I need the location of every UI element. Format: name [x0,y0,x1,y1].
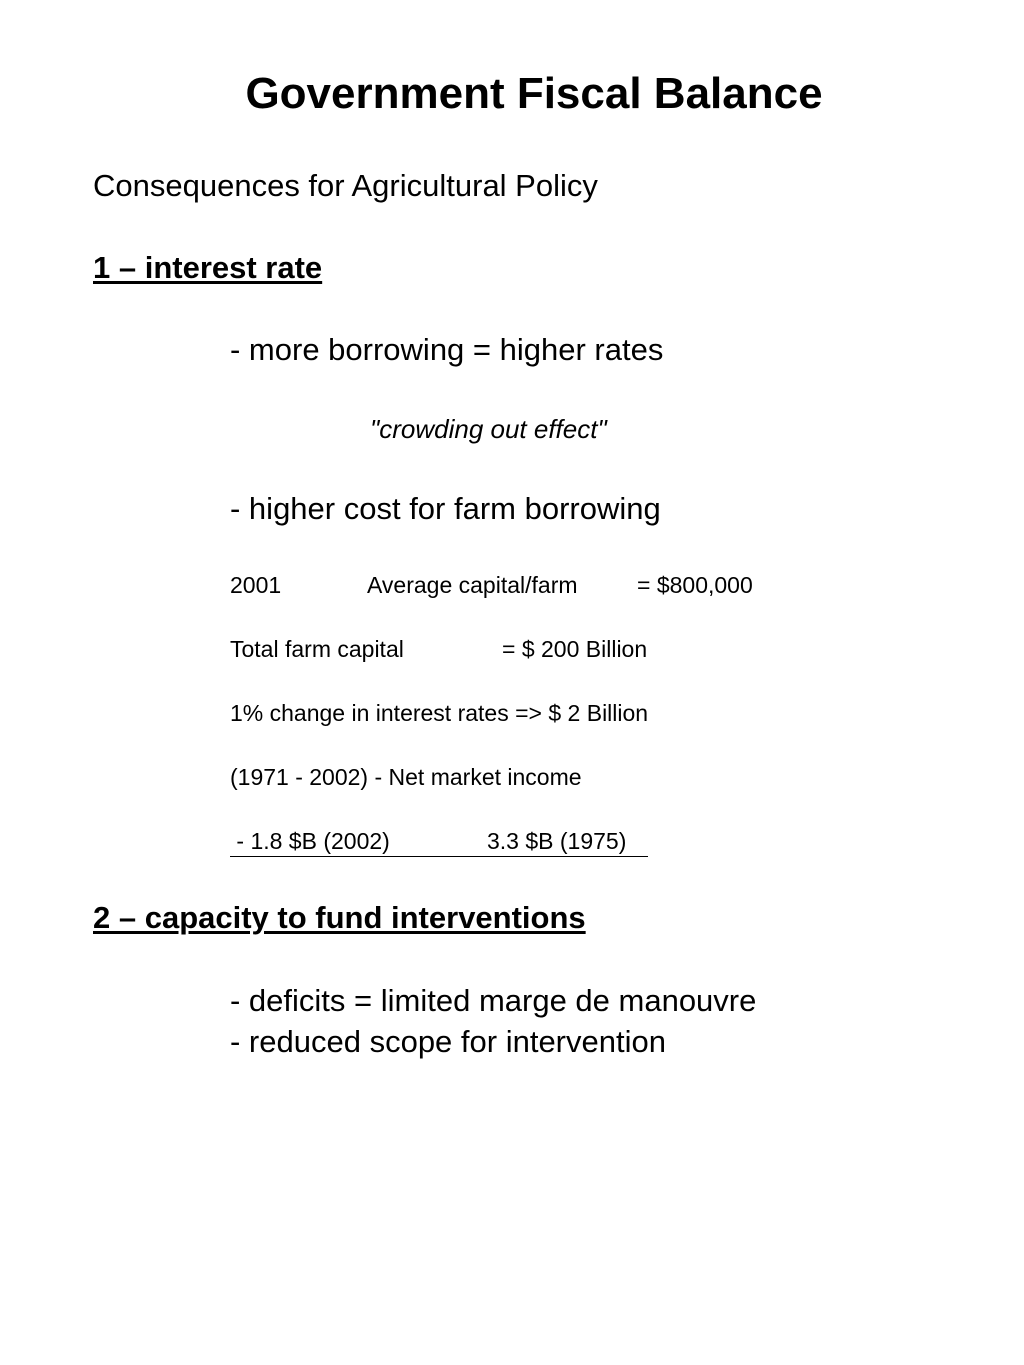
section-heading-fund-interventions: 2 – capacity to fund interventions [93,900,586,935]
row-value: = $800,000 [637,572,753,598]
row-label: Average capital/farm [367,572,578,598]
bullet-farm-borrowing-cost: - higher cost for farm borrowing [230,491,661,526]
row-value: = $ 200 Billion [502,636,648,662]
net-income-values-row [230,830,648,857]
subtitle: Consequences for Agricultural Policy [93,168,598,203]
row-year: 2001 [230,572,282,598]
total-farm-capital-row [230,636,648,707]
bullet-deficits: - deficits = limited marge de manouvre [230,983,757,1018]
section-heading-interest-rate: 1 – interest rate [93,250,323,285]
income-1975-value: 3.3 $B (1975) [487,828,627,854]
bullet-reduced-scope: - reduced scope for intervention [230,1024,666,1059]
row-label: Total farm capital [230,636,404,662]
interest-change-line: 1% change in interest rates => $ 2 Billion [230,700,649,726]
income-2002-value: - 1.8 $B (2002) [230,828,390,854]
page-title: Government Fiscal Balance [245,69,823,118]
crowding-out-quote: "crowding out effect" [370,414,607,444]
net-market-income-line: (1971 - 2002) - Net market income [230,764,582,790]
bullet-more-borrowing: - more borrowing = higher rates [230,332,664,367]
